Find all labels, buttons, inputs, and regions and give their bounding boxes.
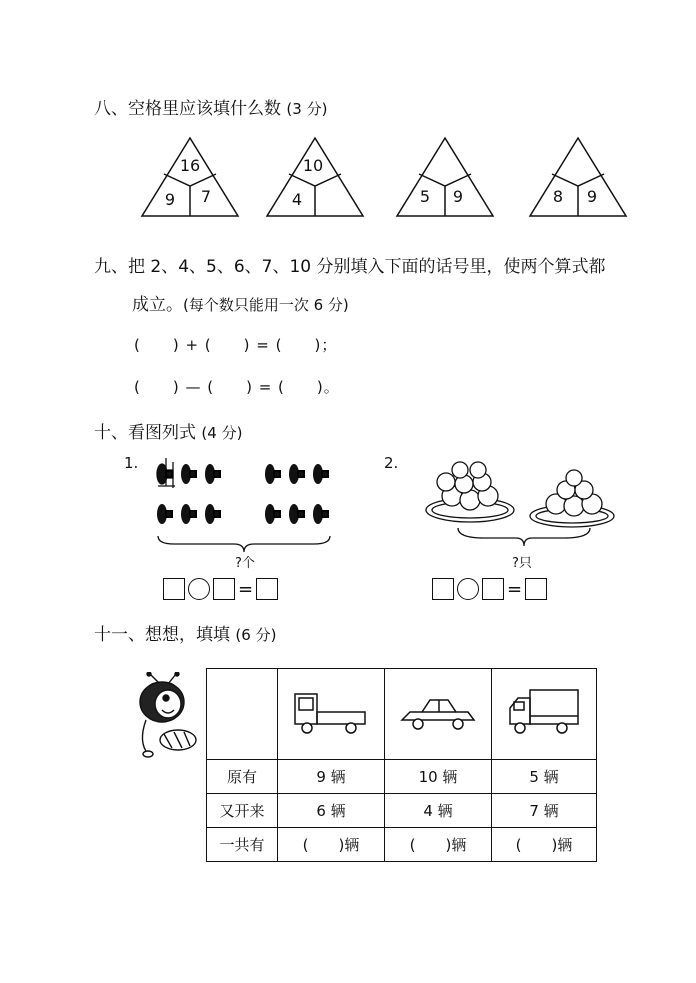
triangle-left-value: 5 — [419, 187, 431, 206]
count-unknown-label: ?只 — [512, 556, 532, 571]
brace — [458, 528, 590, 546]
q10-points: (4 分) — [201, 424, 243, 442]
triangle-right-value: 7 — [200, 187, 212, 206]
van-icon — [506, 686, 582, 738]
triangle-left-value: 9 — [164, 190, 176, 209]
table-row — [207, 794, 597, 828]
bee-mascot-icon — [132, 672, 202, 760]
number-triangle-2 — [265, 136, 365, 218]
triangle-left-value: 8 — [552, 187, 564, 206]
apple-icon — [437, 462, 498, 510]
problem-1-number: 1. — [124, 454, 139, 472]
q11-heading — [94, 620, 276, 645]
q9-heading-cont — [132, 290, 349, 315]
q9-note: (每个数只能用一次 6 分) — [183, 296, 349, 314]
q11-points: (6 分) — [235, 626, 277, 644]
triangle-right-value: 9 — [452, 187, 464, 206]
table-header-cell — [492, 669, 597, 760]
table-header-row — [207, 669, 597, 760]
car-icon — [400, 692, 476, 732]
q8-title: 八、空格里应该填什么数 — [94, 99, 281, 119]
answer-box[interactable] — [482, 578, 504, 600]
answer-cell[interactable]: ( )辆 — [278, 828, 385, 862]
q11-title: 十一、想想，填填 — [94, 625, 230, 645]
table-corner-cell — [207, 669, 278, 760]
equation-subtraction[interactable]: ( ) — ( ) = ( )。 — [134, 378, 340, 396]
apples-picture — [424, 458, 620, 550]
table-cell: 6 辆 — [278, 794, 385, 828]
equation-addition[interactable]: ( ) + ( ) = ( )； — [134, 336, 338, 354]
table-cell: 5 辆 — [492, 760, 597, 794]
number-triangle-3 — [395, 136, 495, 218]
q9-title-cont: 成立。 — [132, 295, 183, 315]
answer-cell[interactable]: ( )辆 — [492, 828, 597, 862]
number-triangle-1 — [140, 136, 240, 218]
q10-heading — [94, 418, 242, 443]
q8-heading — [94, 94, 327, 119]
equation-boxes-2 — [432, 578, 547, 600]
triangle-right-value: 9 — [586, 187, 598, 206]
row-label: 原有 — [207, 760, 278, 794]
operator-circle[interactable] — [457, 578, 479, 600]
apple-icon — [546, 470, 602, 516]
brace — [158, 536, 330, 552]
triangle-left-value: 4 — [291, 190, 303, 209]
q9-title: 九、把 2、4、5、6、7、10 分别填入下面的话号里，使两个算式都 — [94, 257, 606, 277]
equals-sign: = — [238, 578, 254, 600]
table-row — [207, 828, 597, 862]
table-cell: 10 辆 — [385, 760, 492, 794]
table-header-cell — [385, 669, 492, 760]
table-header-cell — [278, 669, 385, 760]
answer-box[interactable] — [432, 578, 454, 600]
table-cell: 7 辆 — [492, 794, 597, 828]
answer-box[interactable] — [213, 578, 235, 600]
problem-2-number: 2. — [384, 454, 399, 472]
answer-cell[interactable]: ( )辆 — [385, 828, 492, 862]
triangle-top-value: 16 — [179, 156, 201, 175]
result-box[interactable] — [256, 578, 278, 600]
q10-title: 十、看图列式 — [94, 423, 196, 443]
cars-table — [206, 668, 597, 862]
operator-circle[interactable] — [188, 578, 210, 600]
table-cell: 9 辆 — [278, 760, 385, 794]
row-label: 一共有 — [207, 828, 278, 862]
equals-sign: = — [507, 578, 523, 600]
table-cell: 4 辆 — [385, 794, 492, 828]
count-unknown-label: ?个 — [235, 556, 255, 571]
number-triangle-4 — [528, 136, 628, 218]
row-label: 又开来 — [207, 794, 278, 828]
result-box[interactable] — [525, 578, 547, 600]
triangle-top-value[interactable]: 10 — [302, 156, 324, 175]
equation-boxes-1 — [163, 578, 278, 600]
truck-icon — [293, 690, 369, 734]
q8-points: (3 分) — [286, 100, 328, 118]
table-row — [207, 760, 597, 794]
answer-box[interactable] — [163, 578, 185, 600]
